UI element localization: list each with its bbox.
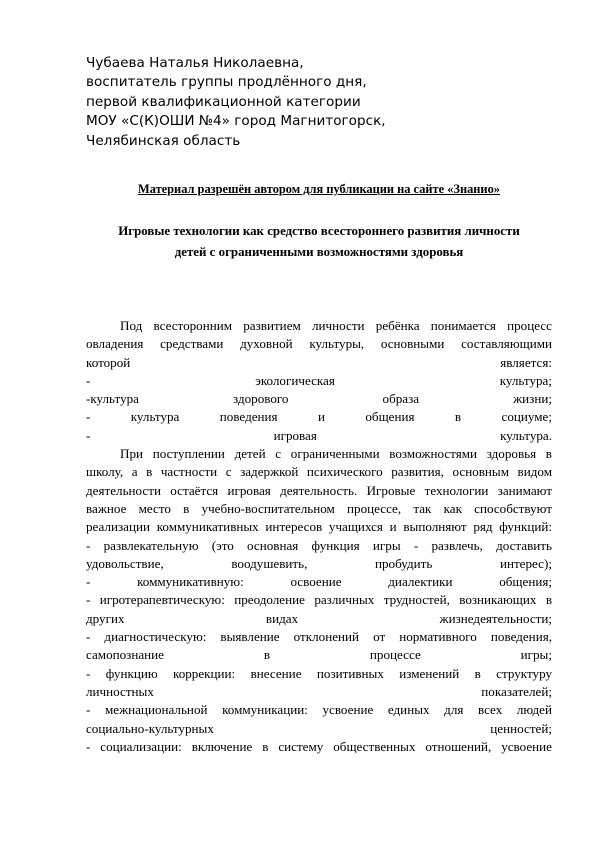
body-line: - коммуникативную: освоение диалектики общения; (86, 574, 552, 590)
article-body (86, 317, 552, 756)
page-title (80, 221, 558, 262)
body-line: самопознание в процессе игры; (86, 647, 552, 663)
body-line: реализации коммуникативных интересов учащихся и выполняют ряд функций: (86, 519, 552, 535)
body-line: важное место в учебно-воспитательном процессе, так как способствуют (86, 500, 552, 516)
body-line: овладения средствами духовной культуры, основными составляющими (86, 336, 552, 352)
body-line: личностных показателей; (86, 683, 552, 699)
author-position: воспитатель группы продлённого дня, (86, 74, 367, 91)
body-line: - диагностическую: выявление отклонений от нормативного поведения, (86, 629, 552, 645)
body-line: - экологическая культура; (86, 372, 552, 388)
author-school: МОУ «С(К)ОШИ №4» город Магнитогорск, (86, 113, 386, 130)
body-line: -культура здорового образа жизни; (86, 391, 552, 407)
body-line: При поступлении детей с ограниченными возможностями здоровья в (120, 446, 552, 462)
body-line: школу, а в частности с задержкой психического развития, основным видом (86, 464, 552, 480)
body-line: - игровая культура. (86, 427, 552, 443)
author-region: Челябинская область (86, 132, 241, 149)
author-name: Чубаева Наталья Николаевна, (86, 55, 304, 71)
title-line: детей с ограниченными возможностями здоровья (174, 244, 464, 259)
body-line: - культура поведения и общения в социуме; (86, 409, 552, 425)
author-category: первой квалификационной категории (86, 93, 361, 110)
body-line: социально-культурных ценностей; (86, 720, 552, 736)
body-line: деятельности остаётся игровая деятельность. Игровые технологии занимают (86, 482, 552, 498)
body-line: других видах жизнедеятельности; (86, 610, 552, 626)
body-line: которой является: (86, 354, 552, 370)
body-line: - функцию коррекции: внесение позитивных изменений в структуру (86, 665, 552, 681)
body-line: Под всесторонним развитием личности ребёнка понимается процесс (120, 318, 552, 333)
title-line: Игровые технологии как средство всестороннего развития личности (118, 224, 520, 238)
body-line: - развлекательную (это основная функция игры - развлечь, доставить (86, 537, 552, 553)
body-line: - межнациональной коммуникации: усвоение единых для всех людей (86, 702, 552, 718)
body-line: - игротерапевтическую: преодоление различных трудностей, возникающих в (86, 592, 552, 608)
body-line: удовольствие, воодушевить, пробудить интерес); (86, 555, 552, 571)
publication-permission: Материал разрешён автором для публикации на сайте «Знанио» (138, 182, 500, 196)
body-line: - социализации: включение в систему общественных отношений, усвоение (86, 738, 552, 754)
author-block (86, 54, 546, 151)
